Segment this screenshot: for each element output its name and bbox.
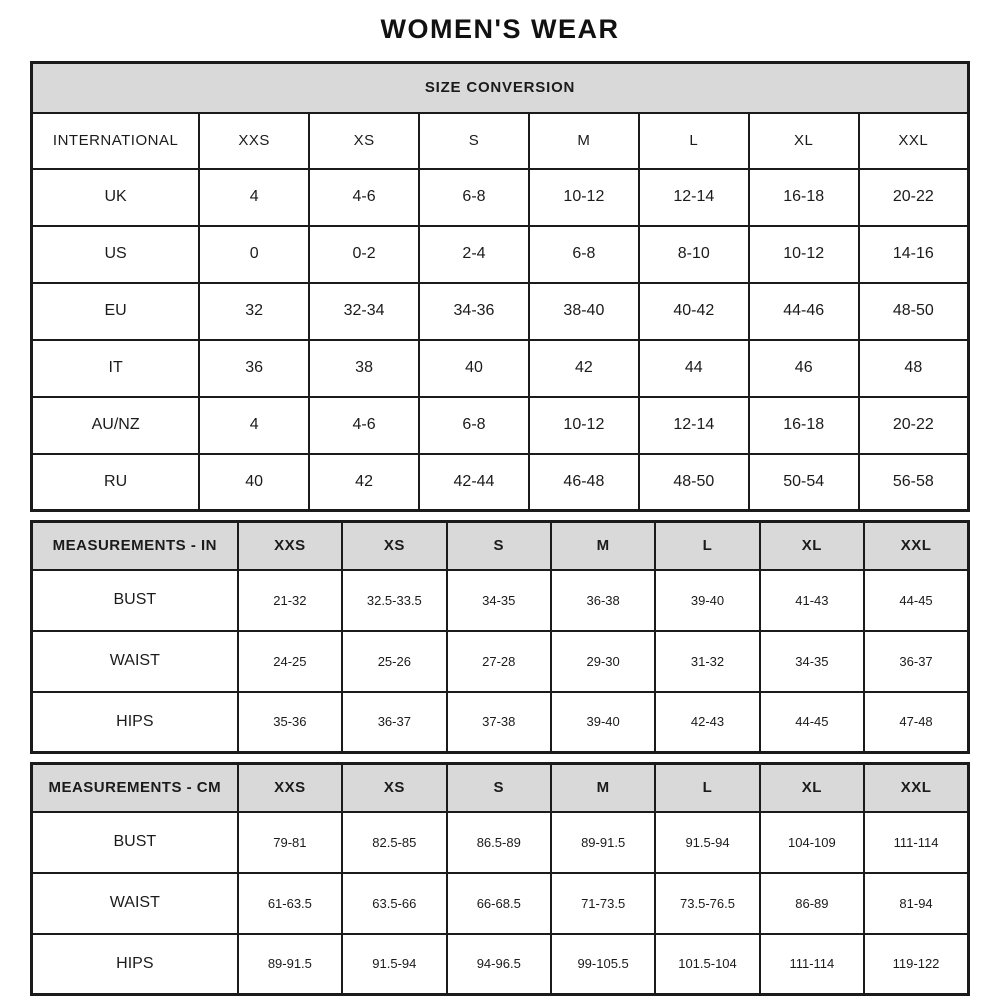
cell: 86.5-89 — [447, 812, 551, 873]
row-label: RU — [32, 454, 200, 511]
cell: 101.5-104 — [655, 934, 759, 995]
cell: 81-94 — [864, 873, 968, 934]
cell: 6-8 — [529, 226, 639, 283]
cell: 82.5-85 — [342, 812, 446, 873]
table-row-bust — [32, 812, 969, 873]
cell: 111-114 — [864, 812, 968, 873]
cell: 4 — [199, 169, 309, 226]
cell: 91.5-94 — [342, 934, 446, 995]
table-row-eu — [32, 283, 969, 340]
cell: 66-68.5 — [447, 873, 551, 934]
table-row-bust — [32, 570, 969, 631]
column-header-xs: XS — [342, 764, 446, 812]
cell: 91.5-94 — [655, 812, 759, 873]
cell: 99-105.5 — [551, 934, 655, 995]
cell: 10-12 — [529, 169, 639, 226]
cell: 42-44 — [419, 454, 529, 511]
cell: 40 — [419, 340, 529, 397]
cell: 48-50 — [859, 283, 969, 340]
cell: 86-89 — [760, 873, 864, 934]
cell: 4-6 — [309, 397, 419, 454]
cell: 21-32 — [238, 570, 342, 631]
cell: 44 — [639, 340, 749, 397]
row-label: AU/NZ — [32, 397, 200, 454]
cell: 4-6 — [309, 169, 419, 226]
cell: 44-46 — [749, 283, 859, 340]
column-header-xxl: XXL — [859, 113, 969, 169]
cell: 48-50 — [639, 454, 749, 511]
cell: 24-25 — [238, 631, 342, 692]
cell: 89-91.5 — [238, 934, 342, 995]
column-header-xxl: XXL — [864, 522, 968, 570]
table-banner-row — [32, 63, 969, 113]
cell: 34-35 — [447, 570, 551, 631]
cell: 10-12 — [529, 397, 639, 454]
column-header-s: S — [419, 113, 529, 169]
cell: 20-22 — [859, 169, 969, 226]
column-header-xxs: XXS — [199, 113, 309, 169]
row-label: WAIST — [32, 631, 238, 692]
column-header-m: M — [551, 522, 655, 570]
table-row-hips — [32, 934, 969, 995]
cell: 35-36 — [238, 692, 342, 753]
column-header-m: M — [529, 113, 639, 169]
column-header-xxs: XXS — [238, 764, 342, 812]
cell: 38-40 — [529, 283, 639, 340]
cell: 4 — [199, 397, 309, 454]
cell: 40-42 — [639, 283, 749, 340]
table-row-it — [32, 340, 969, 397]
cell: 79-81 — [238, 812, 342, 873]
column-header-xl: XL — [760, 764, 864, 812]
column-header-xxl: XXL — [864, 764, 968, 812]
cell: 8-10 — [639, 226, 749, 283]
table-row-hips — [32, 692, 969, 753]
column-header-l: L — [655, 764, 759, 812]
cell: 0-2 — [309, 226, 419, 283]
cell: 42 — [309, 454, 419, 511]
cell: 119-122 — [864, 934, 968, 995]
cell: 111-114 — [760, 934, 864, 995]
row-label: UK — [32, 169, 200, 226]
cell: 20-22 — [859, 397, 969, 454]
measurements-in-title: MEASUREMENTS - IN — [32, 522, 238, 570]
cell: 34-36 — [419, 283, 529, 340]
cell: 36 — [199, 340, 309, 397]
table-row-waist — [32, 631, 969, 692]
measurements-cm-header-row — [32, 764, 969, 812]
column-header-xs: XS — [309, 113, 419, 169]
cell: 6-8 — [419, 397, 529, 454]
cell: 71-73.5 — [551, 873, 655, 934]
cell: 46 — [749, 340, 859, 397]
measurements-in-header-row — [32, 522, 969, 570]
cell: 46-48 — [529, 454, 639, 511]
cell: 44-45 — [864, 570, 968, 631]
row-label: US — [32, 226, 200, 283]
table-row-us — [32, 226, 969, 283]
cell: 0 — [199, 226, 309, 283]
cell: 94-96.5 — [447, 934, 551, 995]
column-header-s: S — [447, 764, 551, 812]
cell: 63.5-66 — [342, 873, 446, 934]
column-header-xs: XS — [342, 522, 446, 570]
row-label: HIPS — [32, 934, 238, 995]
cell: 104-109 — [760, 812, 864, 873]
measurements-in-table — [30, 520, 970, 754]
cell: 27-28 — [447, 631, 551, 692]
column-header-xxs: XXS — [238, 522, 342, 570]
column-header-l: L — [655, 522, 759, 570]
cell: 12-14 — [639, 397, 749, 454]
cell: 32 — [199, 283, 309, 340]
column-header-international: INTERNATIONAL — [32, 113, 200, 169]
column-header-row — [32, 113, 969, 169]
row-label: BUST — [32, 812, 238, 873]
cell: 47-48 — [864, 692, 968, 753]
cell: 16-18 — [749, 169, 859, 226]
cell: 50-54 — [749, 454, 859, 511]
column-header-xl: XL — [749, 113, 859, 169]
cell: 31-32 — [655, 631, 759, 692]
cell: 36-37 — [342, 692, 446, 753]
table-row-aunz — [32, 397, 969, 454]
cell: 14-16 — [859, 226, 969, 283]
cell: 38 — [309, 340, 419, 397]
cell: 34-35 — [760, 631, 864, 692]
row-label: WAIST — [32, 873, 238, 934]
cell: 32.5-33.5 — [342, 570, 446, 631]
size-chart-page — [30, 0, 970, 996]
cell: 73.5-76.5 — [655, 873, 759, 934]
column-header-xl: XL — [760, 522, 864, 570]
measurements-cm-title: MEASUREMENTS - CM — [32, 764, 238, 812]
cell: 6-8 — [419, 169, 529, 226]
column-header-s: S — [447, 522, 551, 570]
cell: 42-43 — [655, 692, 759, 753]
cell: 41-43 — [760, 570, 864, 631]
cell: 16-18 — [749, 397, 859, 454]
cell: 29-30 — [551, 631, 655, 692]
table-row-uk — [32, 169, 969, 226]
cell: 42 — [529, 340, 639, 397]
size-conversion-header: SIZE CONVERSION — [32, 63, 969, 113]
cell: 61-63.5 — [238, 873, 342, 934]
cell: 36-37 — [864, 631, 968, 692]
column-header-m: M — [551, 764, 655, 812]
page-title: WOMEN'S WEAR — [380, 14, 620, 44]
cell: 2-4 — [419, 226, 529, 283]
cell: 10-12 — [749, 226, 859, 283]
size-conversion-table — [30, 61, 970, 512]
cell: 37-38 — [447, 692, 551, 753]
cell: 12-14 — [639, 169, 749, 226]
cell: 25-26 — [342, 631, 446, 692]
cell: 44-45 — [760, 692, 864, 753]
column-header-l: L — [639, 113, 749, 169]
cell: 39-40 — [655, 570, 759, 631]
cell: 36-38 — [551, 570, 655, 631]
cell: 56-58 — [859, 454, 969, 511]
row-label: IT — [32, 340, 200, 397]
cell: 40 — [199, 454, 309, 511]
cell: 89-91.5 — [551, 812, 655, 873]
table-row-waist — [32, 873, 969, 934]
row-label: EU — [32, 283, 200, 340]
row-label: HIPS — [32, 692, 238, 753]
cell: 32-34 — [309, 283, 419, 340]
measurements-cm-table — [30, 762, 970, 996]
table-row-ru — [32, 454, 969, 511]
cell: 39-40 — [551, 692, 655, 753]
cell: 48 — [859, 340, 969, 397]
row-label: BUST — [32, 570, 238, 631]
